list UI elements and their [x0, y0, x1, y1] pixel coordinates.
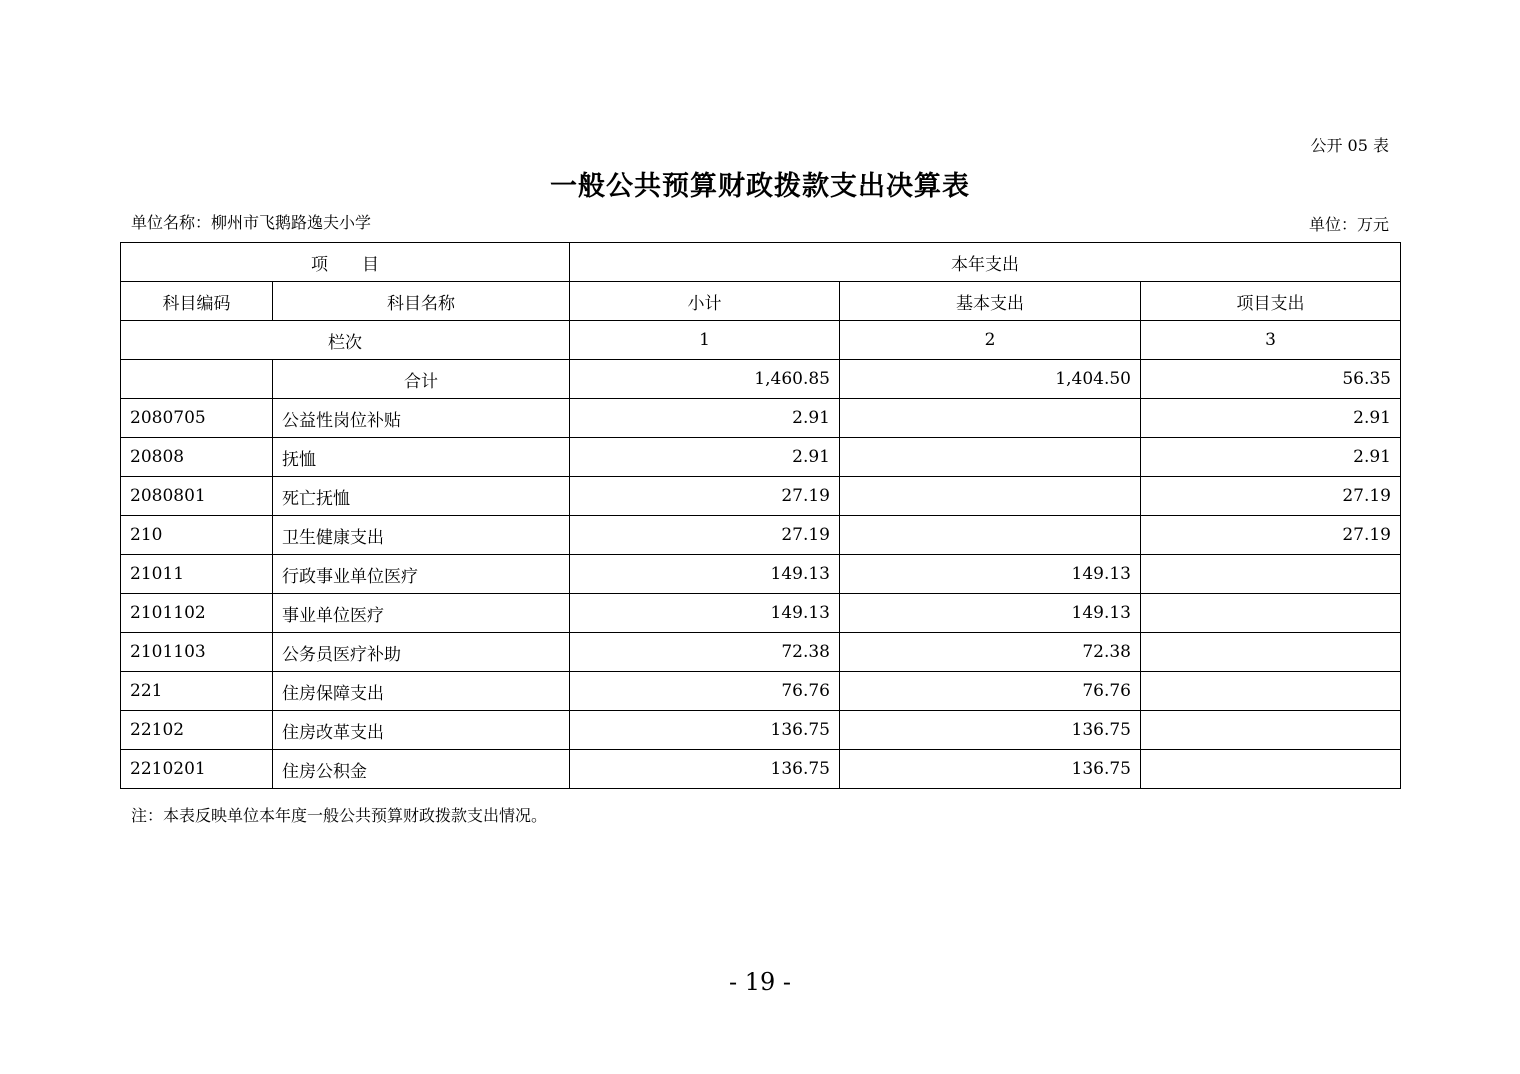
total-row	[121, 360, 1401, 399]
row-code: 21011	[121, 555, 273, 594]
row-basic: 149.13	[840, 594, 1141, 633]
row-basic	[840, 477, 1141, 516]
form-number: 公开 05 表	[1310, 136, 1389, 155]
footnote: 注：本表反映单位本年度一般公共预算财政拨款支出情况。	[131, 806, 548, 825]
table-row	[121, 750, 1401, 789]
row-subtotal: 136.75	[570, 711, 840, 750]
row-subtotal: 149.13	[570, 594, 840, 633]
expenditure-table	[120, 242, 1401, 789]
page-number: - 19 -	[728, 968, 791, 996]
col-project-header: 项目支出	[1141, 282, 1401, 321]
row-subtotal: 27.19	[570, 477, 840, 516]
currency-unit: 单位：万元	[1308, 215, 1389, 234]
total-project: 56.35	[1141, 360, 1401, 399]
col-code-header: 科目编码	[121, 282, 273, 321]
row-project: 2.91	[1141, 399, 1401, 438]
row-name: 事业单位医疗	[273, 594, 570, 633]
total-basic: 1,404.50	[840, 360, 1141, 399]
row-basic	[840, 399, 1141, 438]
row-project	[1141, 594, 1401, 633]
table-row	[121, 477, 1401, 516]
total-label: 合计	[273, 360, 570, 399]
table-row	[121, 711, 1401, 750]
row-subtotal: 2.91	[570, 399, 840, 438]
table-row	[121, 633, 1401, 672]
index-row	[121, 321, 1401, 360]
row-code: 210	[121, 516, 273, 555]
row-name: 住房公积金	[273, 750, 570, 789]
row-project	[1141, 672, 1401, 711]
row-project: 2.91	[1141, 438, 1401, 477]
row-basic	[840, 516, 1141, 555]
row-basic: 149.13	[840, 555, 1141, 594]
row-basic: 136.75	[840, 711, 1141, 750]
table-row	[121, 516, 1401, 555]
row-project	[1141, 555, 1401, 594]
header-row-columns	[121, 282, 1401, 321]
index-2: 2	[840, 321, 1141, 360]
row-name: 住房改革支出	[273, 711, 570, 750]
row-name: 住房保障支出	[273, 672, 570, 711]
row-project: 27.19	[1141, 477, 1401, 516]
row-code: 2080705	[121, 399, 273, 438]
row-basic: 136.75	[840, 750, 1141, 789]
row-subtotal: 72.38	[570, 633, 840, 672]
col-subtotal-header: 小计	[570, 282, 840, 321]
row-basic	[840, 438, 1141, 477]
index-3: 3	[1141, 321, 1401, 360]
head-current-year: 本年支出	[570, 243, 1401, 282]
row-subtotal: 76.76	[570, 672, 840, 711]
row-name: 抚恤	[273, 438, 570, 477]
row-name: 死亡抚恤	[273, 477, 570, 516]
row-project	[1141, 633, 1401, 672]
row-name: 卫生健康支出	[273, 516, 570, 555]
unit-name: 单位名称：柳州市飞鹅路逸夫小学	[131, 213, 372, 232]
row-subtotal: 136.75	[570, 750, 840, 789]
table-row	[121, 555, 1401, 594]
table-row	[121, 399, 1401, 438]
row-subtotal: 2.91	[570, 438, 840, 477]
total-code	[121, 360, 273, 399]
row-name: 公益性岗位补贴	[273, 399, 570, 438]
index-label: 栏次	[121, 321, 570, 360]
table-row	[121, 594, 1401, 633]
row-code: 20808	[121, 438, 273, 477]
row-code: 221	[121, 672, 273, 711]
page-title: 一般公共预算财政拨款支出决算表	[550, 171, 970, 202]
row-basic: 72.38	[840, 633, 1141, 672]
row-code: 2101102	[121, 594, 273, 633]
total-subtotal: 1,460.85	[570, 360, 840, 399]
row-code: 2080801	[121, 477, 273, 516]
row-code: 2210201	[121, 750, 273, 789]
row-subtotal: 27.19	[570, 516, 840, 555]
table-row	[121, 438, 1401, 477]
row-project	[1141, 711, 1401, 750]
row-basic: 76.76	[840, 672, 1141, 711]
row-project	[1141, 750, 1401, 789]
table-row	[121, 672, 1401, 711]
head-item: 项 目	[121, 243, 570, 282]
header-row-top	[121, 243, 1401, 282]
index-1: 1	[570, 321, 840, 360]
col-name-header: 科目名称	[273, 282, 570, 321]
row-subtotal: 149.13	[570, 555, 840, 594]
row-code: 2101103	[121, 633, 273, 672]
row-name: 公务员医疗补助	[273, 633, 570, 672]
row-name: 行政事业单位医疗	[273, 555, 570, 594]
row-project: 27.19	[1141, 516, 1401, 555]
col-basic-header: 基本支出	[840, 282, 1141, 321]
row-code: 22102	[121, 711, 273, 750]
